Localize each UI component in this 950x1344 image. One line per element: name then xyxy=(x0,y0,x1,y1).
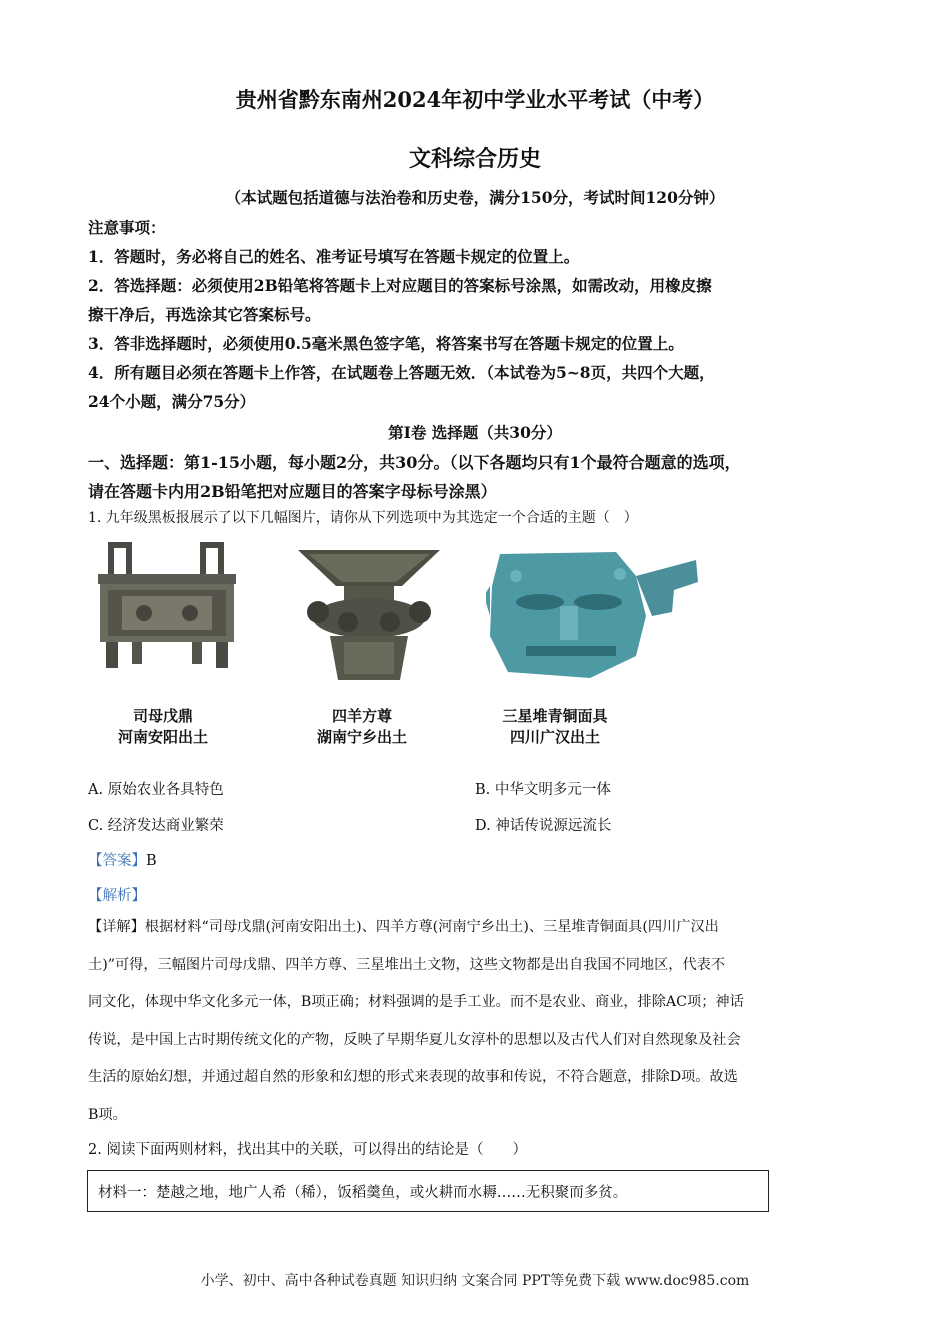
fig3-caption-line1: 三星堆青铜面具 xyxy=(502,707,608,725)
detail-line-6: B项。 xyxy=(88,1106,127,1123)
detail-line-2: 土)”可得，三幅图片司母戊鼎、四羊方尊、三星堆出土文物，这些文物都是出自我国不同地区，代表不 xyxy=(88,956,726,973)
subject-title: 文科综合历史 xyxy=(408,146,541,172)
answer-value: B xyxy=(146,853,157,869)
section-title: 第I卷 选择题（共30分） xyxy=(388,423,562,442)
q1-option-b[interactable]: B. 中华文明多元一体 xyxy=(475,782,611,798)
notice-item-2-cont: 擦干净后，再选涂其它答案标号。 xyxy=(88,305,321,324)
fig2-caption-line2: 湖南宁乡出土 xyxy=(316,728,407,746)
q2-stem: 2. 阅读下面两则材料，找出其中的关联，可以得出的结论是（ ） xyxy=(88,1142,527,1158)
fig3-caption-line2: 四川广汉出土 xyxy=(509,728,600,746)
section-instruction-1: 一、选择题：第1-15小题，每小题2分，共30分。（以下各题均只有1个最符合题意的选项， xyxy=(88,453,741,472)
q1-option-a[interactable]: A. 原始农业各具特色 xyxy=(88,782,224,798)
q1-analysis-tag xyxy=(88,884,146,905)
footer-ad[interactable]: 小学、初中、高中各种试卷真题 知识归纳 文案合同 PPT等免费下载 www.doc985.com xyxy=(200,1273,750,1289)
q1-stem: 1. 九年级黑板报展示了以下几幅图片，请你从下列选项中为其选定一个合适的主题（ ） xyxy=(88,510,638,526)
fig3-caption xyxy=(455,706,655,748)
detail-line-1 xyxy=(88,909,860,947)
bronze-ding-image xyxy=(92,540,242,670)
q1-option-c[interactable]: C. 经济发达商业繁荣 xyxy=(88,818,224,834)
notice-item-1: 1．答题时，务必将自己的姓名、准考证号填写在答题卡规定的位置上。 xyxy=(88,247,580,266)
detail-tag: 【详解】 xyxy=(88,919,145,935)
fig2-caption-line1: 四羊方尊 xyxy=(331,707,392,725)
sanxingdui-mask-image xyxy=(486,546,698,680)
detail-line-3: 同文化，体现中华文化多元一体，B项正确；材料强调的是手工业。而不是农业、商业，排除AC项；神话 xyxy=(88,994,744,1010)
detail-line-4: 传说，是中国上古时期传统文化的产物，反映了早期华夏儿女淳朴的思想以及古代人们对自然现象及社会 xyxy=(88,1031,741,1048)
fig1-caption xyxy=(63,706,263,748)
notice-item-4-cont: 24个小题，满分75分） xyxy=(88,392,256,411)
q1-detail xyxy=(88,909,860,1134)
notice-item-2: 2．答选择题：必须使用2B铅笔将答题卡上对应题目的答案标号涂黑，如需改动，用橡皮擦 xyxy=(88,276,712,295)
q1-option-d[interactable]: D. 神话传说源远流长 xyxy=(475,818,612,834)
notice-heading: 注意事项： xyxy=(88,218,166,237)
notice-item-4: 4．所有题目必须在答题卡上作答，在试题卷上答题无效．（本试卷为5~8页，共四个大题， xyxy=(88,363,715,382)
fig1-caption-line2: 河南安阳出土 xyxy=(117,728,208,746)
q2-material-box xyxy=(87,1170,769,1212)
four-ram-zun-image xyxy=(296,546,442,682)
answer-tag: 【答案】 xyxy=(88,853,146,869)
q1-answer xyxy=(88,849,157,870)
analysis-tag: 【解析】 xyxy=(88,888,146,904)
section-instruction-2: 请在答题卡内用2B铅笔把对应题目的答案字母标号涂黑） xyxy=(88,482,497,501)
fig1-caption-line1: 司母戊鼎 xyxy=(132,707,193,725)
notice-item-3: 3．答非选择题时，必须使用0.5毫米黑色签字笔，将答案书写在答题卡规定的位置上。 xyxy=(88,334,684,353)
exam-note: （本试题包括道德与法治卷和历史卷，满分150分，考试时间120分钟） xyxy=(225,188,725,207)
detail-line-1-text: 根据材料“司母戊鼎(河南安阳出土)、四羊方尊(河南宁乡出土)、三星堆青铜面具(四川广汉出 xyxy=(144,919,719,935)
exam-title: 贵州省黔东南州2024年初中学业水平考试（中考） xyxy=(235,87,715,112)
detail-line-5: 生活的原始幻想，并通过超自然的形象和幻想的形式来表现的故事和传说，不符合题意，排除D项。故选 xyxy=(88,1069,738,1085)
fig2-caption xyxy=(262,706,462,748)
q2-material-1: 材料一：楚越之地，地广人希（稀），饭稻羹鱼，或火耕而水耨……无积聚而多贫。 xyxy=(98,1185,628,1201)
